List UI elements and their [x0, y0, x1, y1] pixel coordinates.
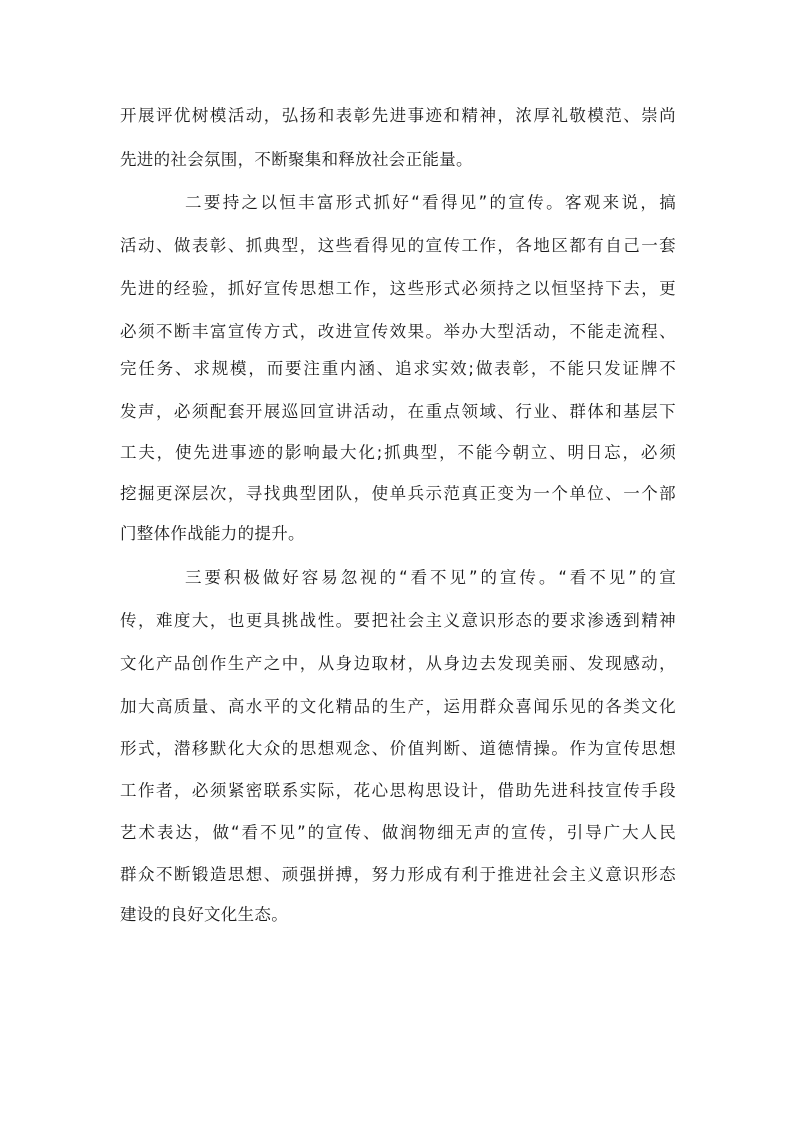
paragraph-line: 形式，潜移默化大众的思想观念、价值判断、道德情操。作为宣传思想 [120, 739, 676, 758]
paragraph-line: 发声，必须配套开展巡回宣讲活动，在重点领域、行业、群体和基层下 [120, 402, 676, 421]
paragraph-line: 完任务、求规模，而要注重内涵、追求实效;做表彰，不能只发证牌不 [120, 359, 676, 378]
paragraph-line: 活动、做表彰、抓典型，这些看得见的宣传工作，各地区都有自己一套 [120, 236, 676, 255]
paragraph-line: 先进的经验，抓好宣传思想工作，这些形式必须持之以恒坚持下去，更 [120, 279, 676, 298]
paragraph-line: 艺术表达，做“看不见”的宣传、做润物细无声的宣传，引导广大人民 [120, 823, 676, 842]
paragraph-line: 三要积极做好容易忽视的“看不见”的宣传。“看不见”的宣 [185, 568, 676, 587]
paragraph-line: 必须不断丰富宣传方式，改进宣传效果。举办大型活动，不能走流程、 [120, 322, 676, 341]
paragraph-line: 先进的社会氛围，不断聚集和释放社会正能量。 [120, 150, 473, 169]
paragraph-line: 门整体作战能力的提升。 [120, 524, 305, 543]
paragraph-line: 挖掘更深层次，寻找典型团队，使单兵示范真正变为一个单位、一个部 [120, 484, 676, 503]
paragraph-line: 工作者，必须紧密联系实际，花心思构思设计，借助先进科技宣传手段 [120, 781, 676, 800]
paragraph-line: 二要持之以恒丰富形式抓好“看得见”的宣传。客观来说，搞 [185, 193, 676, 212]
paragraph-line: 加大高质量、高水平的文化精品的生产，运用群众喜闻乐见的各类文化 [120, 697, 676, 716]
paragraph-line: 建设的良好文化生态。 [120, 905, 288, 924]
paragraph-line: 群众不断锻造思想、顽强拼搏，努力形成有利于推进社会主义意识形态 [120, 865, 676, 884]
paragraph-line: 传，难度大，也更具挑战性。要把社会主义意识形态的要求渗透到精神 [120, 611, 676, 630]
paragraph-line: 文化产品创作生产之中，从身边取材，从身边去发现美丽、发现感动， [120, 654, 676, 673]
paragraph-line: 工夫，使先进事迹的影响最大化;抓典型，不能今朝立、明日忘，必须 [120, 443, 676, 462]
paragraph-line: 开展评优树模活动，弘扬和表彰先进事迹和精神，浓厚礼敬模范、崇尚 [120, 106, 676, 125]
